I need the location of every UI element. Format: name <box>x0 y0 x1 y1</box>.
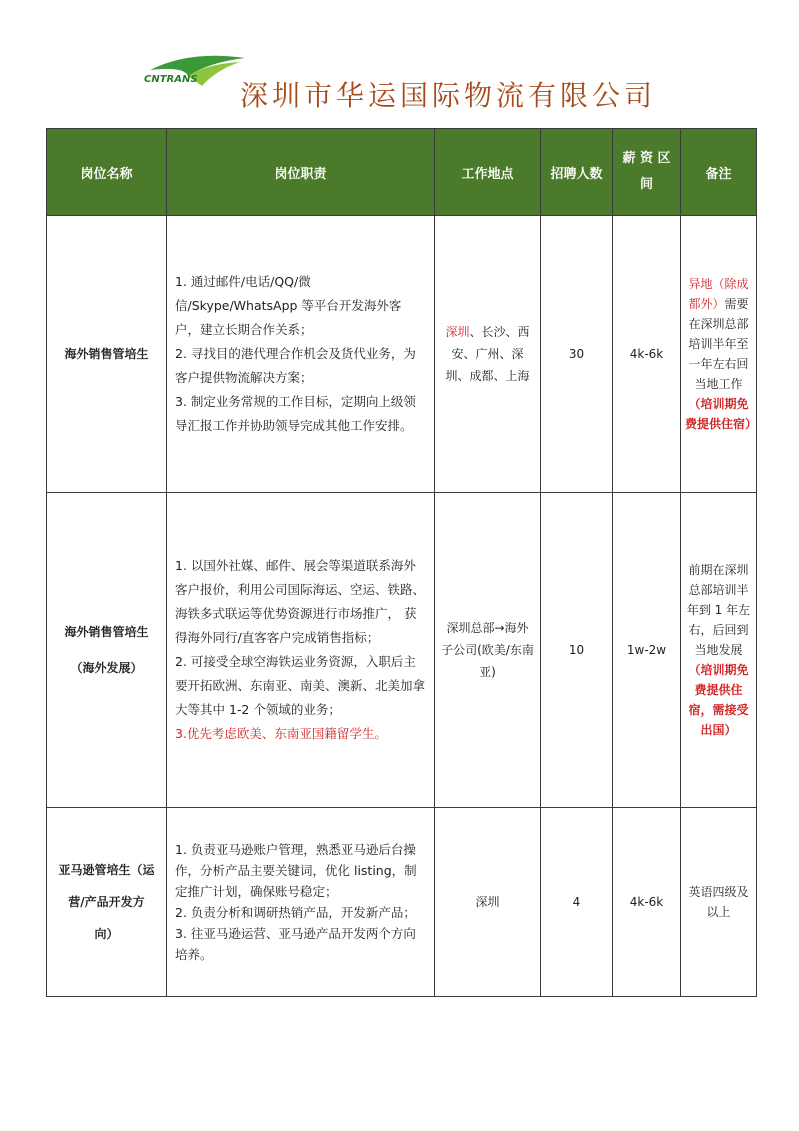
note-emphasis: （培训期免费提供住宿） <box>685 397 758 431</box>
col-salary-line1: 薪 资 区 <box>622 151 671 166</box>
col-position: 岗位名称 <box>47 129 167 216</box>
position-name-cell <box>47 808 167 997</box>
position-name-line3: 向） <box>94 927 119 941</box>
location-cell: 深圳总部→海外子公司(欧美/东南亚) <box>435 493 541 808</box>
col-notes: 备注 <box>681 129 757 216</box>
duty-item: 2. 负责分析和调研热销产品，开发新产品； <box>175 905 416 920</box>
note-text: 需要在深圳总部培训半年至一年左右回当地工作 <box>688 297 749 391</box>
position-name: 海外销售管培生 <box>64 625 149 639</box>
table-row <box>47 493 757 808</box>
cntrans-logo <box>140 48 250 96</box>
position-name-cell <box>47 493 167 808</box>
duty-item: 2. 寻找目的港代理合作机会及货代业务，为客户提供物流解决方案； <box>175 346 416 385</box>
col-headcount: 招聘人数 <box>541 129 613 216</box>
col-salary <box>613 129 681 216</box>
location-text: 、长沙、西安、广州、深圳、成都、上海 <box>445 325 530 383</box>
position-name: 亚马逊管培生（运 <box>58 863 155 877</box>
duty-item: 1. 通过邮件/电话/QQ/微信/Skype/WhatsApp 等平台开发海外客户，建立长期合作关系； <box>175 274 402 337</box>
table-row <box>47 808 757 997</box>
company-name: 深圳市华运国际物流有限公司 <box>240 79 657 112</box>
salary-cell: 1w-2w <box>613 493 681 808</box>
table-row <box>47 216 757 493</box>
table-header-row <box>47 129 757 216</box>
note-emphasis: （培训期免费提供住宿，需接受出国） <box>688 663 749 737</box>
position-name-line2: 营/产品开发方 <box>68 895 145 909</box>
headcount-cell: 10 <box>541 493 613 808</box>
position-subtitle: （海外发展） <box>70 661 143 675</box>
col-location: 工作地点 <box>435 129 541 216</box>
salary-cell: 4k-6k <box>613 216 681 493</box>
duty-item: 1. 以国外社媒、邮件、展会等渠道联系海外客户报价，利用公司国际海运、空运、铁路、海铁多式联运等优势资源进行市场推广， 获得海外同行/直客客户完成销售指标； <box>175 558 426 645</box>
notes-cell: 英语四级及以上 <box>681 808 757 997</box>
note-text: 前期在深圳总部培训半年到 1 年左右，后回到当地发展 <box>686 563 751 657</box>
duties-cell <box>167 808 435 997</box>
duty-item: 3. 往亚马逊运营、亚马逊产品开发两个方向培养。 <box>175 926 416 962</box>
logo-text: CNTRANS <box>144 74 198 85</box>
location-highlight: 深圳 <box>445 325 470 339</box>
job-table <box>46 128 757 997</box>
col-duties: 岗位职责 <box>167 129 435 216</box>
letterhead <box>140 48 700 112</box>
note-highlight: 异地（除成都外） <box>688 277 749 311</box>
position-name: 海外销售管培生 <box>47 216 167 493</box>
col-salary-line2: 间 <box>639 177 653 192</box>
duties-cell <box>167 493 435 808</box>
duty-item-highlight: 3.优先考虑欧美、东南亚国籍留学生。 <box>175 726 387 741</box>
salary-cell: 4k-6k <box>613 808 681 997</box>
duty-item: 1. 负责亚马逊账户管理，熟悉亚马逊后台操作，分析产品主要关键词，优化 listing，制定推广计划，确保账号稳定； <box>175 842 417 899</box>
location-cell <box>435 216 541 493</box>
location-cell: 深圳 <box>435 808 541 997</box>
notes-cell <box>681 216 757 493</box>
duties-cell <box>167 216 435 493</box>
headcount-cell: 30 <box>541 216 613 493</box>
duty-item: 2. 可接受全球空海铁运业务资源，入职后主要开拓欧洲、东南亚、南美、澳新、北美加拿大等其中 1-2 个领域的业务； <box>175 654 426 717</box>
duty-item: 3. 制定业务常规的工作目标，定期向上级领导汇报工作并协助领导完成其他工作安排。 <box>175 394 416 433</box>
notes-cell <box>681 493 757 808</box>
headcount-cell: 4 <box>541 808 613 997</box>
